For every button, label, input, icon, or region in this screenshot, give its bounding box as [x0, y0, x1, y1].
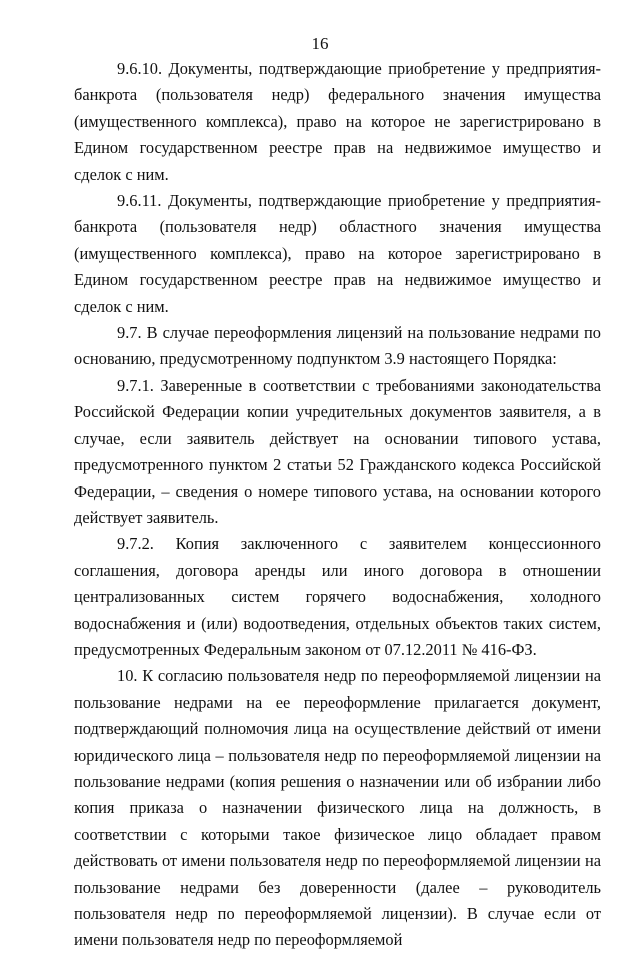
paragraph-9-6-10: 9.6.10. Документы, подтверждающие приобретение у предприятия-банкрота (пользователя недр) федерального значения имущества (имущественного комплекса), право на которое не зарегистрировано в Едином государственном реестре прав на недвижимое имущество и сделок с ним. [74, 59, 601, 184]
paragraph-10: 10. К согласию пользователя недр по переоформляемой лицензии на пользование недрами на ее переоформление прилагается документ, подтверждающий полномочия лица на осуществление действий от имени юридического лица – пользователя недр по переоформляемой лицензии на пользование недрами (копия решения о назначении или об избрании либо копия приказа о назначении физического лица на должность, в соответствии с которыми такое физическое лицо обладает правом действовать от имени пользователя недр по переоформляемой лицензии на пользование недрами без доверенности (далее – руководитель пользователя недр по переоформляемой лицензии). В случае если от имени пользователя недр по переоформляемой [74, 666, 601, 950]
paragraph-9-7-1: 9.7.1. Заверенные в соответствии с требованиями законодательства Российской Федерации копии учредительных документов заявителя, а в случае, если заявитель действует на основании типового устава, предусмотренного пунктом 2 статьи 52 Гражданского кодекса Российской Федерации, – сведения о номере типового устава, на основании которого действует заявитель. [74, 375, 601, 527]
document-body [74, 56, 601, 954]
paragraph-9-7: 9.7. В случае переоформления лицензий на пользование недрами по основанию, предусмотренному подпунктом 3.9 настоящего Порядка: [74, 323, 601, 369]
paragraph-9-7-2: 9.7.2. Копия заключенного с заявителем концессионного соглашения, договора аренды или иного договора в отношении централизованных систем горячего водоснабжения, холодного водоснабжения и (или) водоотведения, отдельных объектов таких систем, предусмотренных Федеральным законом от 07.12.2011 № 416-ФЗ. [74, 534, 601, 659]
page-number: 16 [311, 34, 329, 53]
paragraph-9-6-11: 9.6.11. Документы, подтверждающие приобретение у предприятия-банкрота (пользователя недр) областного значения имущества (имущественного комплекса), право на которое зарегистрировано в Едином государственном реестре прав на недвижимое имущество и сделок с ним. [74, 191, 601, 316]
